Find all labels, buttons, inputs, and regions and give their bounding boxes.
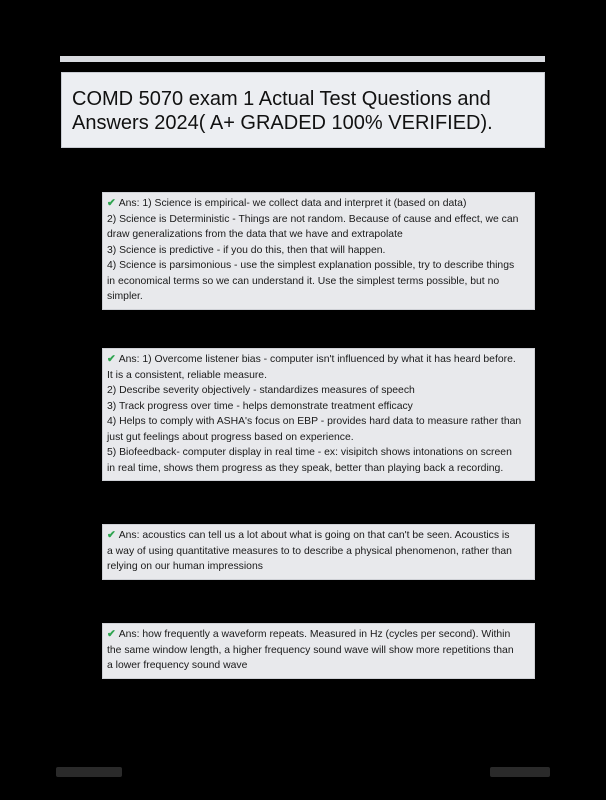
answer-line: 2) Describe severity objectively - standardizes measures of speech xyxy=(107,385,415,396)
answer-line: draw generalizations from the data that we have and extrapolate xyxy=(107,229,403,240)
top-divider xyxy=(60,56,545,62)
answer-line: simpler. xyxy=(107,291,143,302)
answer-line: Ans: how frequently a waveform repeats. Measured in Hz (cycles per second). Within xyxy=(118,629,511,640)
answer-line: in economical terms so we can understand it. Use the simplest terms possible, but no xyxy=(107,275,500,287)
answer-block-3 xyxy=(102,524,535,580)
answer-line: It is a consistent, reliable measure. xyxy=(107,369,267,381)
document-title xyxy=(72,87,534,135)
title-box xyxy=(61,72,545,148)
footer-watermark-left xyxy=(56,767,122,777)
check-icon: ✔ xyxy=(107,198,116,209)
check-icon: ✔ xyxy=(107,354,116,365)
answer-line: the same window length, a higher frequency sound wave will show more repetitions than xyxy=(107,644,514,656)
answer-line: 4) Science is parsimonious - use the simplest explanation possible, try to describe things xyxy=(107,260,515,271)
answer-line: 5) Biofeedback- computer display in real time - ex: visipitch shows intonations on screen xyxy=(107,447,512,458)
answer-line: Ans: 1) Overcome listener bias - computer isn't influenced by what it has heard before. xyxy=(118,354,516,365)
answer-line: 4) Helps to comply with ASHA's focus on EBP - provides hard data to measure rather than xyxy=(107,416,522,427)
answer-line: a lower frequency sound wave xyxy=(107,660,248,671)
answer-line: a way of using quantitative measures to to describe a physical phenomenon, rather than xyxy=(107,545,512,557)
title-line-2: Answers 2024( A+ GRADED 100% VERIFIED). xyxy=(72,112,493,134)
answer-line: relying on our human impressions xyxy=(107,561,263,572)
title-line-1: COMD 5070 exam 1 Actual Test Questions and xyxy=(72,88,491,110)
answer-line: in real time, shows them progress as they speak, better than playing back a recording. xyxy=(107,462,504,474)
answer-line: just gut feelings about progress based on experience. xyxy=(107,431,354,443)
answer-line: Ans: 1) Science is empirical- we collect data and interpret it (based on data) xyxy=(118,198,467,209)
check-icon: ✔ xyxy=(107,629,116,640)
answer-block-2 xyxy=(102,348,535,481)
answer-block-4 xyxy=(102,623,535,679)
answer-line: 3) Science is predictive - if you do this, then that will happen. xyxy=(107,244,386,256)
answer-line: 2) Science is Deterministic - Things are not random. Because of cause and effect, we can xyxy=(107,213,519,225)
check-icon: ✔ xyxy=(107,530,116,541)
answer-line: 3) Track progress over time - helps demonstrate treatment efficacy xyxy=(107,400,413,412)
answer-block-1 xyxy=(102,192,535,310)
answer-line: Ans: acoustics can tell us a lot about what is going on that can't be seen. Acoustics is xyxy=(118,530,510,541)
footer-watermark-right xyxy=(490,767,550,777)
